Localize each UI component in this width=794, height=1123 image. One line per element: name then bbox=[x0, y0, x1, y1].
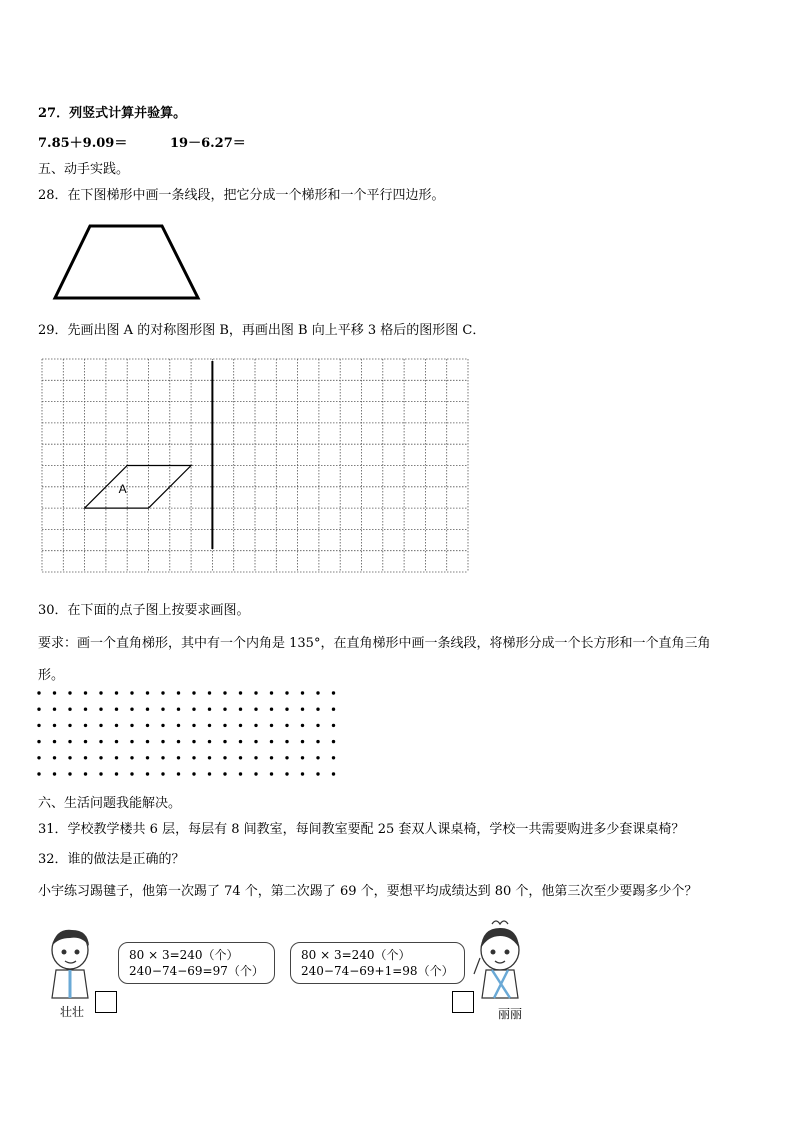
grid-dot bbox=[37, 772, 40, 775]
grid-dot bbox=[270, 740, 273, 743]
grid-dot bbox=[270, 691, 273, 694]
grid-dot bbox=[223, 756, 226, 759]
grid-dot bbox=[115, 756, 118, 759]
grid-dot bbox=[99, 772, 102, 775]
grid-dot bbox=[332, 756, 335, 759]
grid-dot bbox=[177, 772, 180, 775]
grid-dot bbox=[161, 740, 164, 743]
grid-dot bbox=[254, 740, 257, 743]
grid-dot bbox=[115, 691, 118, 694]
trapezoid-figure bbox=[50, 222, 210, 312]
grid-dot bbox=[270, 724, 273, 727]
grid-dot bbox=[239, 691, 242, 694]
grid-dot bbox=[177, 740, 180, 743]
grid-dot bbox=[146, 724, 149, 727]
grid-dot bbox=[208, 691, 211, 694]
grid-dot bbox=[332, 708, 335, 711]
grid-dot bbox=[68, 740, 71, 743]
grid-dot bbox=[285, 708, 288, 711]
grid-dot bbox=[192, 756, 195, 759]
grid-dot bbox=[37, 740, 40, 743]
grid-dot bbox=[146, 691, 149, 694]
grid-dot bbox=[84, 772, 87, 775]
grid-dot bbox=[37, 691, 40, 694]
grid-dot bbox=[37, 724, 40, 727]
grid-dot bbox=[254, 724, 257, 727]
right-character-name: 丽丽 bbox=[498, 1007, 523, 1021]
grid-dot bbox=[99, 708, 102, 711]
grid-dot bbox=[301, 724, 304, 727]
grid-dot bbox=[84, 708, 87, 711]
question-27-expression-1: 7.85＋9.09＝ bbox=[38, 136, 128, 151]
grid-dot bbox=[130, 691, 133, 694]
grid-dot bbox=[177, 708, 180, 711]
grid-dot bbox=[285, 756, 288, 759]
grid-dot bbox=[301, 691, 304, 694]
grid-dot bbox=[223, 708, 226, 711]
grid-dot bbox=[37, 756, 40, 759]
grid-dot bbox=[53, 740, 56, 743]
grid-dot bbox=[301, 708, 304, 711]
question-28-title: 28．在下图梯形中画一条线段，把它分成一个梯形和一个平行四边形。 bbox=[38, 188, 445, 203]
question-27-title: 27．列竖式计算并验算。 bbox=[38, 106, 187, 121]
grid-dot bbox=[285, 740, 288, 743]
grid-dot bbox=[285, 724, 288, 727]
grid-dot bbox=[177, 691, 180, 694]
grid-dot bbox=[53, 756, 56, 759]
grid-dot bbox=[208, 724, 211, 727]
shape-label-a: A bbox=[118, 482, 127, 497]
grid-dot bbox=[239, 708, 242, 711]
grid-dot bbox=[239, 724, 242, 727]
grid-dot bbox=[223, 740, 226, 743]
grid-dot bbox=[53, 691, 56, 694]
grid-dot bbox=[68, 772, 71, 775]
question-32-problem: 小宇练习踢毽子，他第一次踢了 74 个，第二次踢了 69 个，要想平均成绩达到 80 个，他第三次至少要踢多少个？ bbox=[38, 884, 698, 899]
grid-dot bbox=[130, 756, 133, 759]
grid-dot bbox=[316, 772, 319, 775]
grid-dot bbox=[53, 708, 56, 711]
grid-dot bbox=[53, 724, 56, 727]
question-30-title: 30．在下面的点子图上按要求画图。 bbox=[38, 603, 250, 618]
grid-dot bbox=[270, 756, 273, 759]
dot-grid bbox=[36, 690, 356, 782]
grid-dot bbox=[84, 756, 87, 759]
right-bubble-line-1: 80 × 3=240（个） bbox=[301, 948, 411, 962]
trapezoid-shape bbox=[55, 226, 198, 298]
section-5-heading: 五、动手实践。 bbox=[38, 162, 130, 177]
grid-dot bbox=[115, 724, 118, 727]
left-answer-checkbox[interactable] bbox=[95, 991, 117, 1013]
grid-dot bbox=[130, 724, 133, 727]
grid-dot bbox=[68, 724, 71, 727]
grid-dot bbox=[84, 724, 87, 727]
grid-dot bbox=[208, 740, 211, 743]
grid-dot bbox=[208, 708, 211, 711]
girl-illustration bbox=[470, 918, 532, 1002]
grid-dot bbox=[99, 756, 102, 759]
grid-dot bbox=[192, 772, 195, 775]
grid-dot bbox=[161, 756, 164, 759]
grid-dot bbox=[84, 740, 87, 743]
grid-dot bbox=[332, 691, 335, 694]
grid-dot bbox=[161, 772, 164, 775]
grid-dot bbox=[192, 708, 195, 711]
grid-dot bbox=[285, 691, 288, 694]
left-bubble-line-2: 240−74−69=97（个） bbox=[129, 964, 264, 978]
grid-dot bbox=[192, 724, 195, 727]
grid-dot bbox=[192, 740, 195, 743]
grid-dot bbox=[285, 772, 288, 775]
left-character-name: 壮壮 bbox=[60, 1005, 85, 1019]
grid-dot bbox=[316, 756, 319, 759]
grid-dot bbox=[223, 772, 226, 775]
grid-dot bbox=[84, 691, 87, 694]
grid-dot bbox=[332, 740, 335, 743]
grid-dot bbox=[239, 772, 242, 775]
grid-dot bbox=[332, 772, 335, 775]
grid-dot bbox=[68, 708, 71, 711]
grid-dot bbox=[254, 772, 257, 775]
grid-dot bbox=[239, 740, 242, 743]
grid-dot bbox=[223, 724, 226, 727]
grid-dot bbox=[223, 691, 226, 694]
grid-dot bbox=[316, 740, 319, 743]
grid-dot bbox=[99, 740, 102, 743]
left-speech-bubble bbox=[118, 942, 275, 984]
square-grid bbox=[42, 359, 472, 581]
right-bubble-line-2: 240−74−69+1=98（个） bbox=[301, 964, 454, 978]
left-bubble-line-1: 80 × 3=240（个） bbox=[129, 948, 239, 962]
boy-illustration bbox=[42, 926, 102, 1006]
grid-dot bbox=[68, 691, 71, 694]
grid-dot bbox=[332, 724, 335, 727]
grid-dot bbox=[99, 691, 102, 694]
grid-dot bbox=[130, 772, 133, 775]
grid-dot bbox=[146, 772, 149, 775]
grid-dot bbox=[270, 708, 273, 711]
grid-dot bbox=[115, 772, 118, 775]
grid-dot bbox=[146, 756, 149, 759]
question-29-title: 29．先画出图 A 的对称图形图 B，再画出图 B 向上平移 3 格后的图形图 C． bbox=[38, 323, 486, 338]
grid-dot bbox=[177, 756, 180, 759]
right-speech-bubble bbox=[290, 942, 465, 984]
question-27-expression-2: 19－6.27＝ bbox=[170, 136, 246, 151]
grid-dot bbox=[254, 708, 257, 711]
grid-dot bbox=[316, 708, 319, 711]
grid-dot bbox=[68, 756, 71, 759]
grid-dot bbox=[192, 691, 195, 694]
grid-dot bbox=[130, 740, 133, 743]
grid-dot bbox=[99, 724, 102, 727]
grid-dot bbox=[53, 772, 56, 775]
grid-dot bbox=[301, 740, 304, 743]
grid-dot bbox=[37, 708, 40, 711]
grid-dot bbox=[301, 772, 304, 775]
section-6-heading: 六、生活问题我能解决。 bbox=[38, 796, 182, 811]
grid-dot bbox=[161, 691, 164, 694]
grid-dot bbox=[316, 691, 319, 694]
grid-dot bbox=[115, 708, 118, 711]
grid-dot bbox=[239, 756, 242, 759]
grid-dot bbox=[270, 772, 273, 775]
grid-dot bbox=[254, 691, 257, 694]
grid-dot bbox=[161, 708, 164, 711]
grid-dot bbox=[146, 740, 149, 743]
grid-dot bbox=[115, 740, 118, 743]
question-32-title: 32．谁的做法是正确的？ bbox=[38, 852, 185, 867]
question-31-title: 31．学校教学楼共 6 层，每层有 8 间教室，每间教室要配 25 套双人课桌椅，学校一共需要购进多少套课桌椅？ bbox=[38, 822, 685, 837]
question-30-requirement-line-2: 形。 bbox=[38, 668, 65, 683]
grid-dot bbox=[146, 708, 149, 711]
grid-dot bbox=[161, 724, 164, 727]
grid-dot bbox=[208, 772, 211, 775]
grid-dot bbox=[301, 756, 304, 759]
grid-dot bbox=[130, 708, 133, 711]
grid-dot bbox=[316, 724, 319, 727]
grid-dot bbox=[208, 756, 211, 759]
grid-dot bbox=[177, 724, 180, 727]
grid-dot bbox=[254, 756, 257, 759]
question-30-requirement-line-1: 要求：画一个直角梯形，其中有一个内角是 135°，在直角梯形中画一条线段，将梯形分成一个长方形和一个直角三角 bbox=[38, 636, 711, 651]
